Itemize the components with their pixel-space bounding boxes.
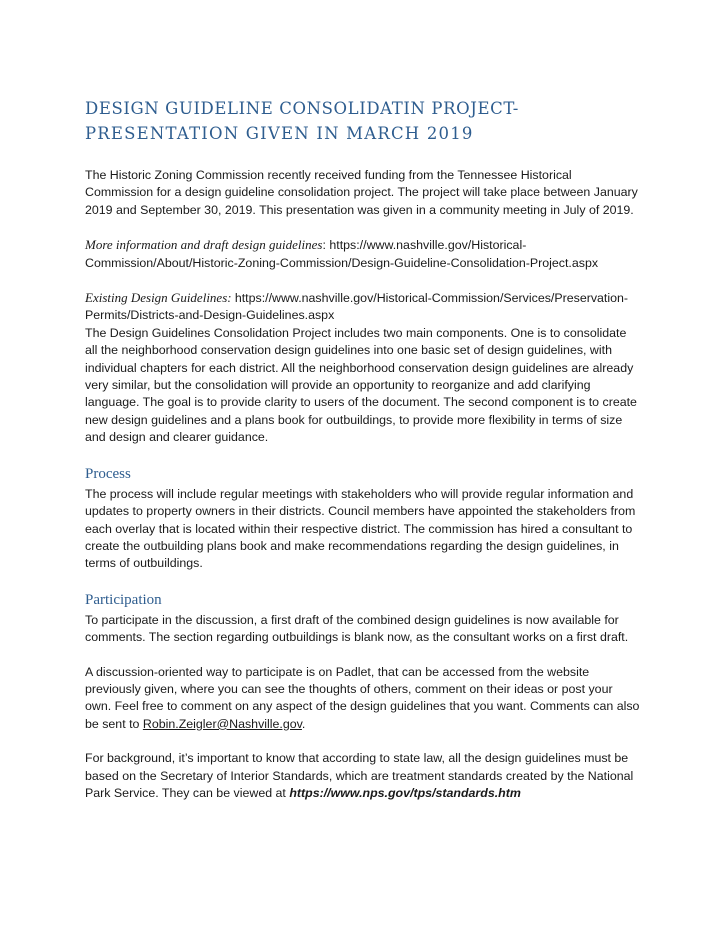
- email-link[interactable]: Robin.Zeigler@Nashville.gov: [142, 716, 302, 731]
- existing-guidelines-label: Existing Design Guidelines:: [85, 290, 235, 306]
- participation-paragraph-3: [85, 750, 641, 802]
- document-content: [85, 96, 641, 802]
- participation-heading: Participation: [85, 591, 162, 608]
- more-info-paragraph: [85, 236, 641, 272]
- more-info-label: More information and draft design guidelines: [85, 237, 323, 253]
- existing-guidelines-paragraph: [85, 289, 641, 325]
- participation-paragraph-1: To participate in the discussion, a first draft of the combined design guidelines is now available for comments. The section regarding outbuildings is blank now, as the consultant works on a first draft.: [85, 612, 629, 645]
- participation-paragraph-2: [85, 664, 641, 734]
- process-paragraph: The process will include regular meetings with stakeholders who will provide regular information and updates to property owners in their districts. Council members have appointed the stakeholders from each overlay that is located within their respective district. The commission has hired a consultant to create the outbuilding plans book and make recommendations regarding the design guidelines, in terms of outbuildings.: [85, 486, 636, 571]
- components-paragraph: The Design Guidelines Consolidation Project includes two main components. One is to consolidate all the neighborhood conservation design guidelines into one basic set of design guidelines, with individual chapters for each district. All the neighborhood conservation design guidelines are already very similar, but the consolidation will provide an opportunity to reorganize and add clarifying language. The goal is to provide clarity to users of the document. The second component is to create new design guidelines and a plans book for outbuildings, to provide more flexibility in terms of size and design and clearer guidance.: [85, 325, 637, 445]
- page-title: [85, 96, 641, 146]
- spacer: [85, 733, 641, 750]
- spacer: [85, 272, 641, 289]
- intro-paragraph: The Historic Zoning Commission recently received funding from the Tennessee Historical Commission for a design guideline consolidation project. The project will take place between January 2019 and September 30, 2019. This presentation was given in a community meeting in July of 2019.: [85, 168, 638, 217]
- existing-guidelines-url[interactable]: https://www.nashville.gov/Historical-Commission/Services/Preservation-Permits/Districts-and-Design-Guidelines.aspx: [85, 291, 629, 323]
- process-heading: Process: [85, 465, 131, 482]
- more-info-colon: :: [322, 238, 330, 253]
- spacer: [85, 219, 641, 236]
- background-text: For background, it’s important to know that according to state law, all the design guidelines must be based on the Secretary of Interior Standards, which are treatment standards created by the National Park Service. They can be viewed at: [85, 751, 634, 800]
- title-main: DESIGN GUIDELINE CONSOLIDATIN PROJECT-: [85, 99, 519, 118]
- padlet-text: A discussion-oriented way to participate is on Padlet, that can be accessed from the website previously given, where you can see the thoughts of others, comment on their ideas or post your own. Feel free to comment on any aspect of the design guidelines that you want. Comments can also be sent to: [85, 664, 640, 731]
- padlet-text-end: .: [301, 716, 306, 731]
- standards-url[interactable]: https://www.nps.gov/tps/standards.htm: [289, 785, 521, 800]
- title-rest: PRESENTATION GIVEN IN MARCH 2019: [85, 124, 474, 143]
- more-info-url[interactable]: https://www.nashville.gov/Historical-Commission/About/Historic-Zoning-Commission/Design-Guideline-Consolidation-Project.aspx: [85, 238, 599, 270]
- spacer: [85, 647, 641, 664]
